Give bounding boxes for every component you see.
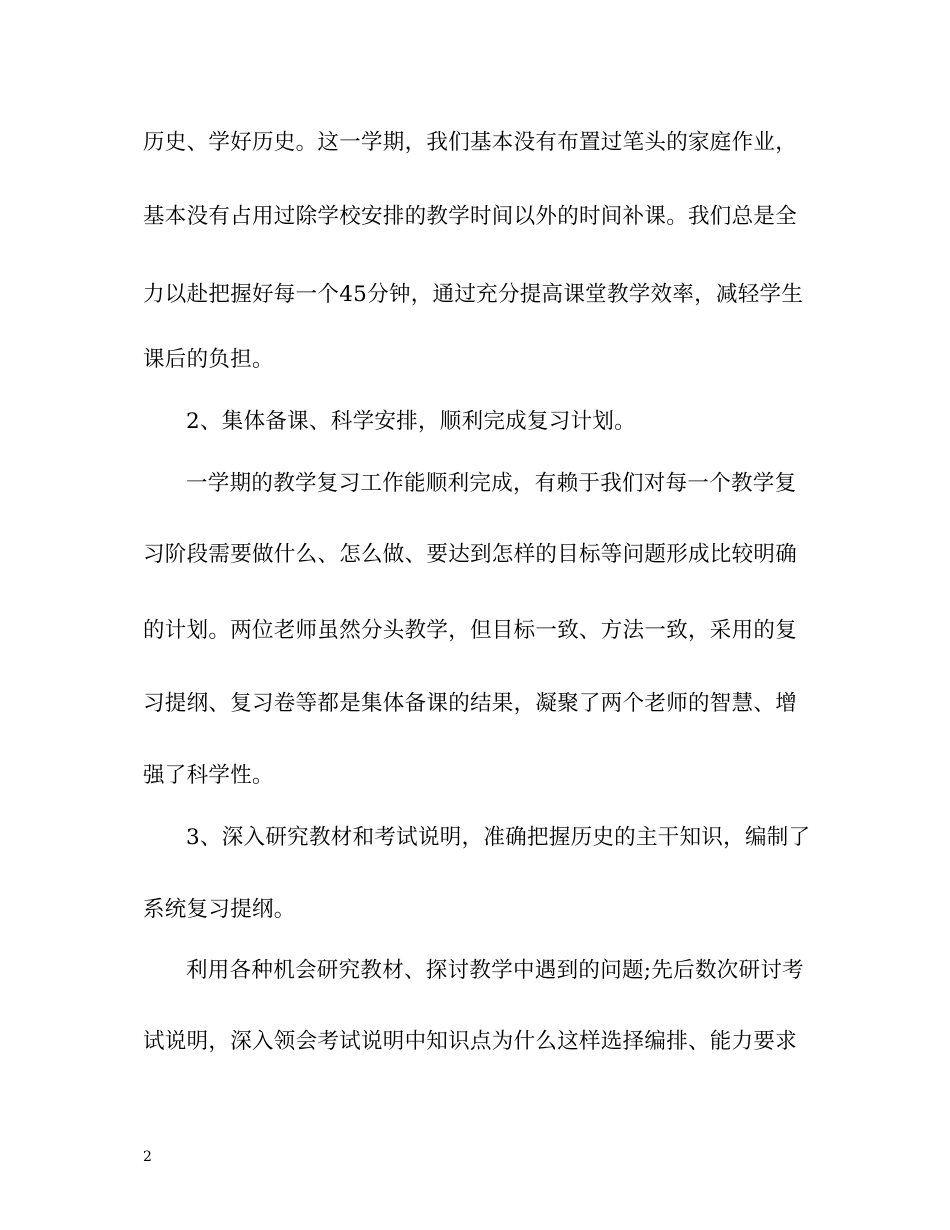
text-line: 强了科学性。 — [143, 763, 274, 788]
text-line: 课后的负担。 — [143, 347, 274, 372]
text-line: 基本没有占用过除学校安排的教学时间以外的时间补课。我们总是全 — [143, 204, 798, 229]
text-line: 历史、学好历史。这一学期，我们基本没有布置过笔头的家庭作业， — [143, 130, 798, 155]
page-number: 2 — [143, 1149, 152, 1165]
section-heading: 3、深入研究教材和考试说明，准确把握历史的主干知识，编制了 — [186, 825, 811, 850]
text-line: 的计划。两位老师虽然分头教学，但目标一致、方法一致，采用的复 — [143, 618, 798, 643]
text-line: 力以赴把握好每一个45分钟，通过充分提高课堂教学效率，减轻学生 — [143, 282, 804, 307]
paragraph-start: 一学期的教学复习工作能顺利完成，有赖于我们对每一个教学复 — [186, 471, 797, 496]
text-line: 习阶段需要做什么、怎么做、要达到怎样的目标等问题形成比较明确 — [143, 542, 798, 567]
paragraph-start: 利用各种机会研究教材、探讨教学中遇到的问题;先后数次研讨考 — [186, 958, 804, 983]
text-line: 习提纲、复习卷等都是集体备课的结果，凝聚了两个老师的智慧、增 — [143, 691, 798, 716]
section-heading: 2、集体备课、科学安排，顺利完成复习计划。 — [186, 409, 636, 434]
text-line: 试说明，深入领会考试说明中知识点为什么这样选择编排、能力要求 — [143, 1029, 798, 1054]
text-line: 系统复习提纲。 — [143, 897, 296, 922]
